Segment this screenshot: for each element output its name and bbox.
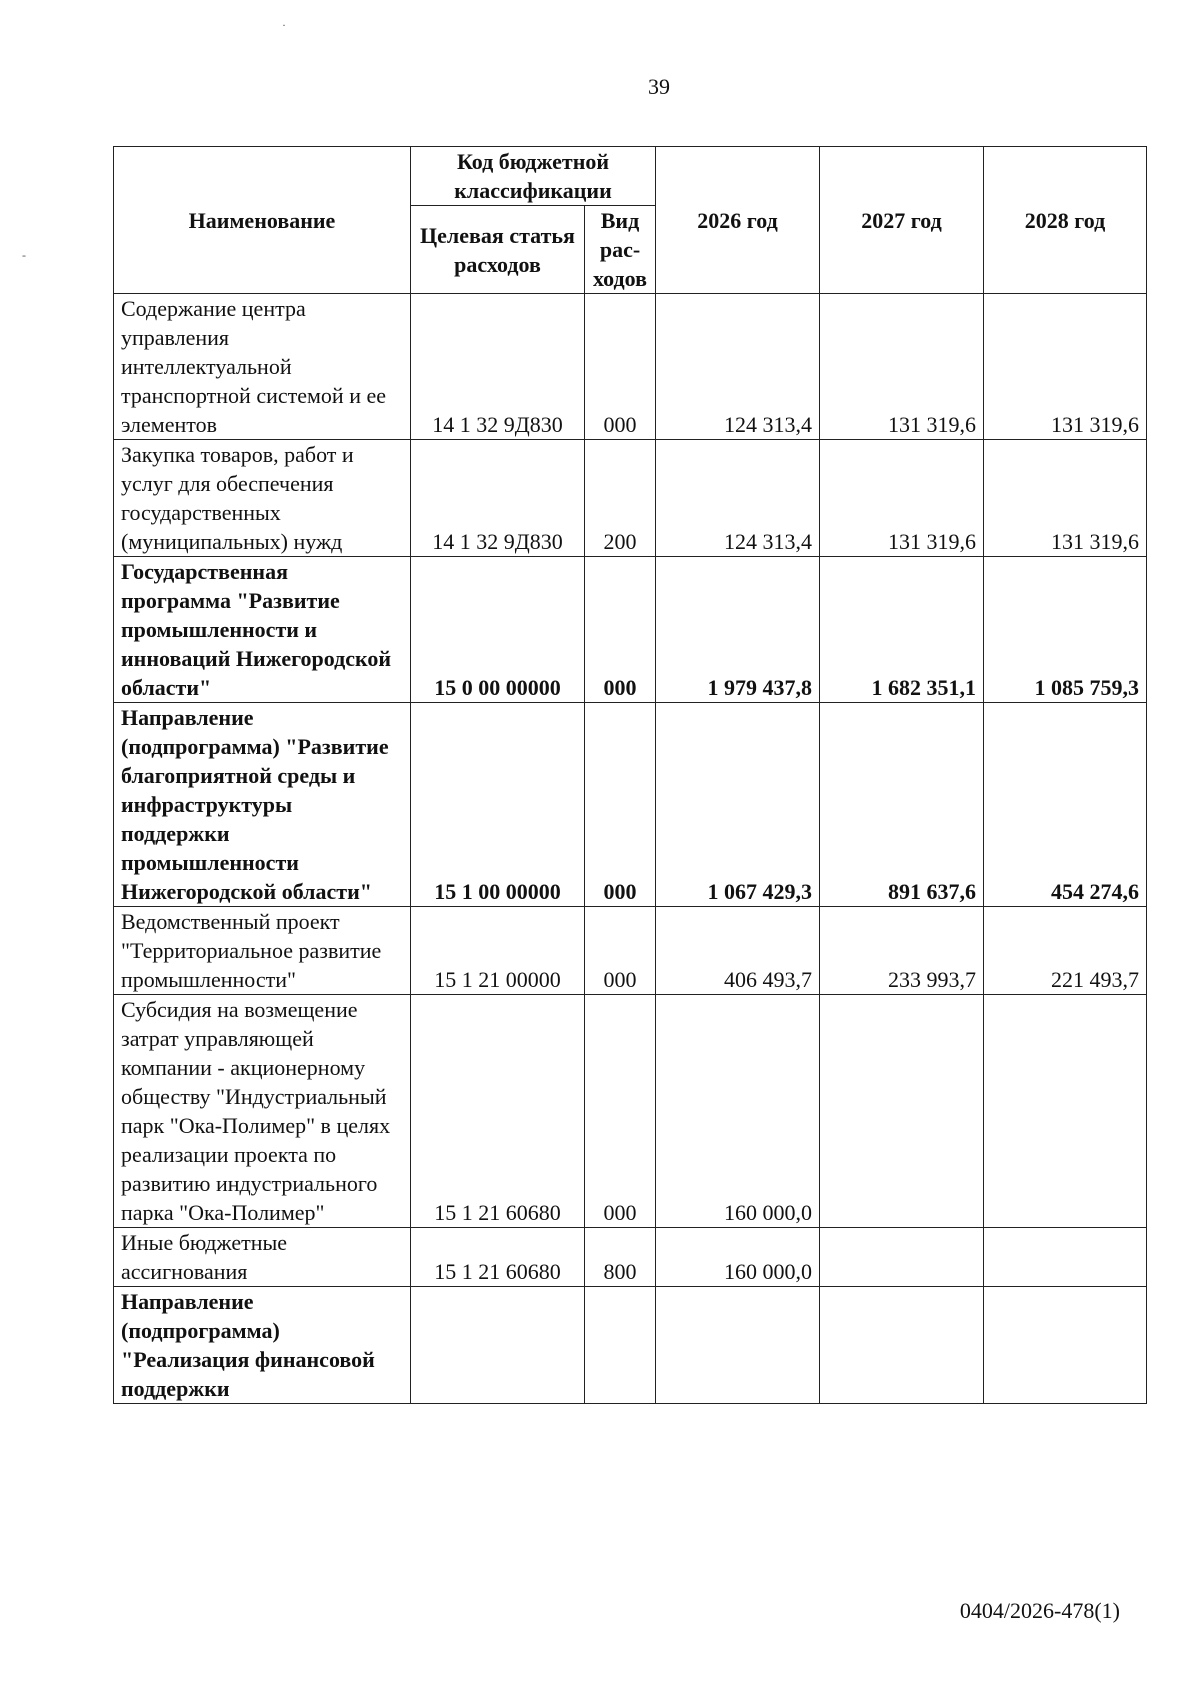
table-row bbox=[114, 1228, 1147, 1287]
row-vid: 000 bbox=[585, 995, 656, 1228]
row-2026: 160 000,0 bbox=[656, 1228, 820, 1287]
row-2027 bbox=[820, 1228, 984, 1287]
page-number: 39 bbox=[648, 74, 670, 99]
row-2028: 1 085 759,3 bbox=[984, 557, 1147, 703]
row-2026: 1 979 437,8 bbox=[656, 557, 820, 703]
row-name: Направление (подпрограмма) "Развитие благоприятной среды и инфраструктуры поддержки промышленности Нижегородской области" bbox=[114, 703, 411, 907]
row-vid bbox=[585, 1287, 656, 1404]
row-name: Иные бюджетные ассигнования bbox=[114, 1228, 411, 1287]
row-2028: 221 493,7 bbox=[984, 907, 1147, 995]
table-row bbox=[114, 1287, 1147, 1404]
row-2027: 233 993,7 bbox=[820, 907, 984, 995]
table-row bbox=[114, 995, 1147, 1228]
row-2026 bbox=[656, 1287, 820, 1404]
header-target: Целевая статья расходов bbox=[411, 206, 585, 294]
row-2027: 131 319,6 bbox=[820, 440, 984, 557]
row-vid: 000 bbox=[585, 294, 656, 440]
row-2028 bbox=[984, 995, 1147, 1228]
header-row bbox=[114, 147, 1147, 206]
row-vid: 000 bbox=[585, 703, 656, 907]
row-code: 15 1 00 00000 bbox=[411, 703, 585, 907]
header-2028: 2028 год bbox=[984, 147, 1147, 294]
budget-table bbox=[113, 146, 1147, 1404]
row-2027: 891 637,6 bbox=[820, 703, 984, 907]
row-2028: 131 319,6 bbox=[984, 294, 1147, 440]
row-code: 15 0 00 00000 bbox=[411, 557, 585, 703]
row-2028 bbox=[984, 1287, 1147, 1404]
scan-mark: · bbox=[282, 18, 286, 32]
header-vid: Вид рас-ходов bbox=[585, 206, 656, 294]
row-2026: 124 313,4 bbox=[656, 294, 820, 440]
row-vid: 000 bbox=[585, 907, 656, 995]
row-2026: 124 313,4 bbox=[656, 440, 820, 557]
header-2027: 2027 год bbox=[820, 147, 984, 294]
row-name: Направление (подпрограмма) "Реализация финансовой поддержки bbox=[114, 1287, 411, 1404]
document-code: 0404/2026-478(1) bbox=[959, 1598, 1120, 1623]
table-row bbox=[114, 557, 1147, 703]
row-code: 15 1 21 60680 bbox=[411, 995, 585, 1228]
row-name: Субсидия на возмещение затрат управляющей компании - акционерному обществу "Индустриальный парк "Ока-Полимер" в целях реализации проекта по развитию индустриального парка "Ока-Полимер" bbox=[114, 995, 411, 1228]
row-code bbox=[411, 1287, 585, 1404]
row-2028: 454 274,6 bbox=[984, 703, 1147, 907]
row-2027 bbox=[820, 995, 984, 1228]
row-2027: 1 682 351,1 bbox=[820, 557, 984, 703]
row-vid: 000 bbox=[585, 557, 656, 703]
row-2027: 131 319,6 bbox=[820, 294, 984, 440]
header-2026: 2026 год bbox=[656, 147, 820, 294]
row-2028: 131 319,6 bbox=[984, 440, 1147, 557]
table-row bbox=[114, 294, 1147, 440]
table-row bbox=[114, 440, 1147, 557]
row-name: Закупка товаров, работ и услуг для обеспечения государственных (муниципальных) нужд bbox=[114, 440, 411, 557]
header-code-group: Код бюджетной классификации bbox=[411, 147, 656, 206]
table-row bbox=[114, 703, 1147, 907]
scan-mark: - bbox=[22, 248, 26, 262]
row-name: Ведомственный проект "Территориальное развитие промышленности" bbox=[114, 907, 411, 995]
row-2026: 406 493,7 bbox=[656, 907, 820, 995]
row-code: 15 1 21 60680 bbox=[411, 1228, 585, 1287]
row-code: 15 1 21 00000 bbox=[411, 907, 585, 995]
table-row bbox=[114, 907, 1147, 995]
row-2026: 160 000,0 bbox=[656, 995, 820, 1228]
row-2026: 1 067 429,3 bbox=[656, 703, 820, 907]
header-name: Наименование bbox=[114, 147, 411, 294]
row-2028 bbox=[984, 1228, 1147, 1287]
row-name: Государственная программа "Развитие промышленности и инноваций Нижегородской области" bbox=[114, 557, 411, 703]
row-vid: 800 bbox=[585, 1228, 656, 1287]
row-2027 bbox=[820, 1287, 984, 1404]
row-code: 14 1 32 9Д830 bbox=[411, 440, 585, 557]
row-name: Содержание центра управления интеллектуальной транспортной системой и ее элементов bbox=[114, 294, 411, 440]
row-code: 14 1 32 9Д830 bbox=[411, 294, 585, 440]
row-vid: 200 bbox=[585, 440, 656, 557]
table-body bbox=[114, 294, 1147, 1404]
